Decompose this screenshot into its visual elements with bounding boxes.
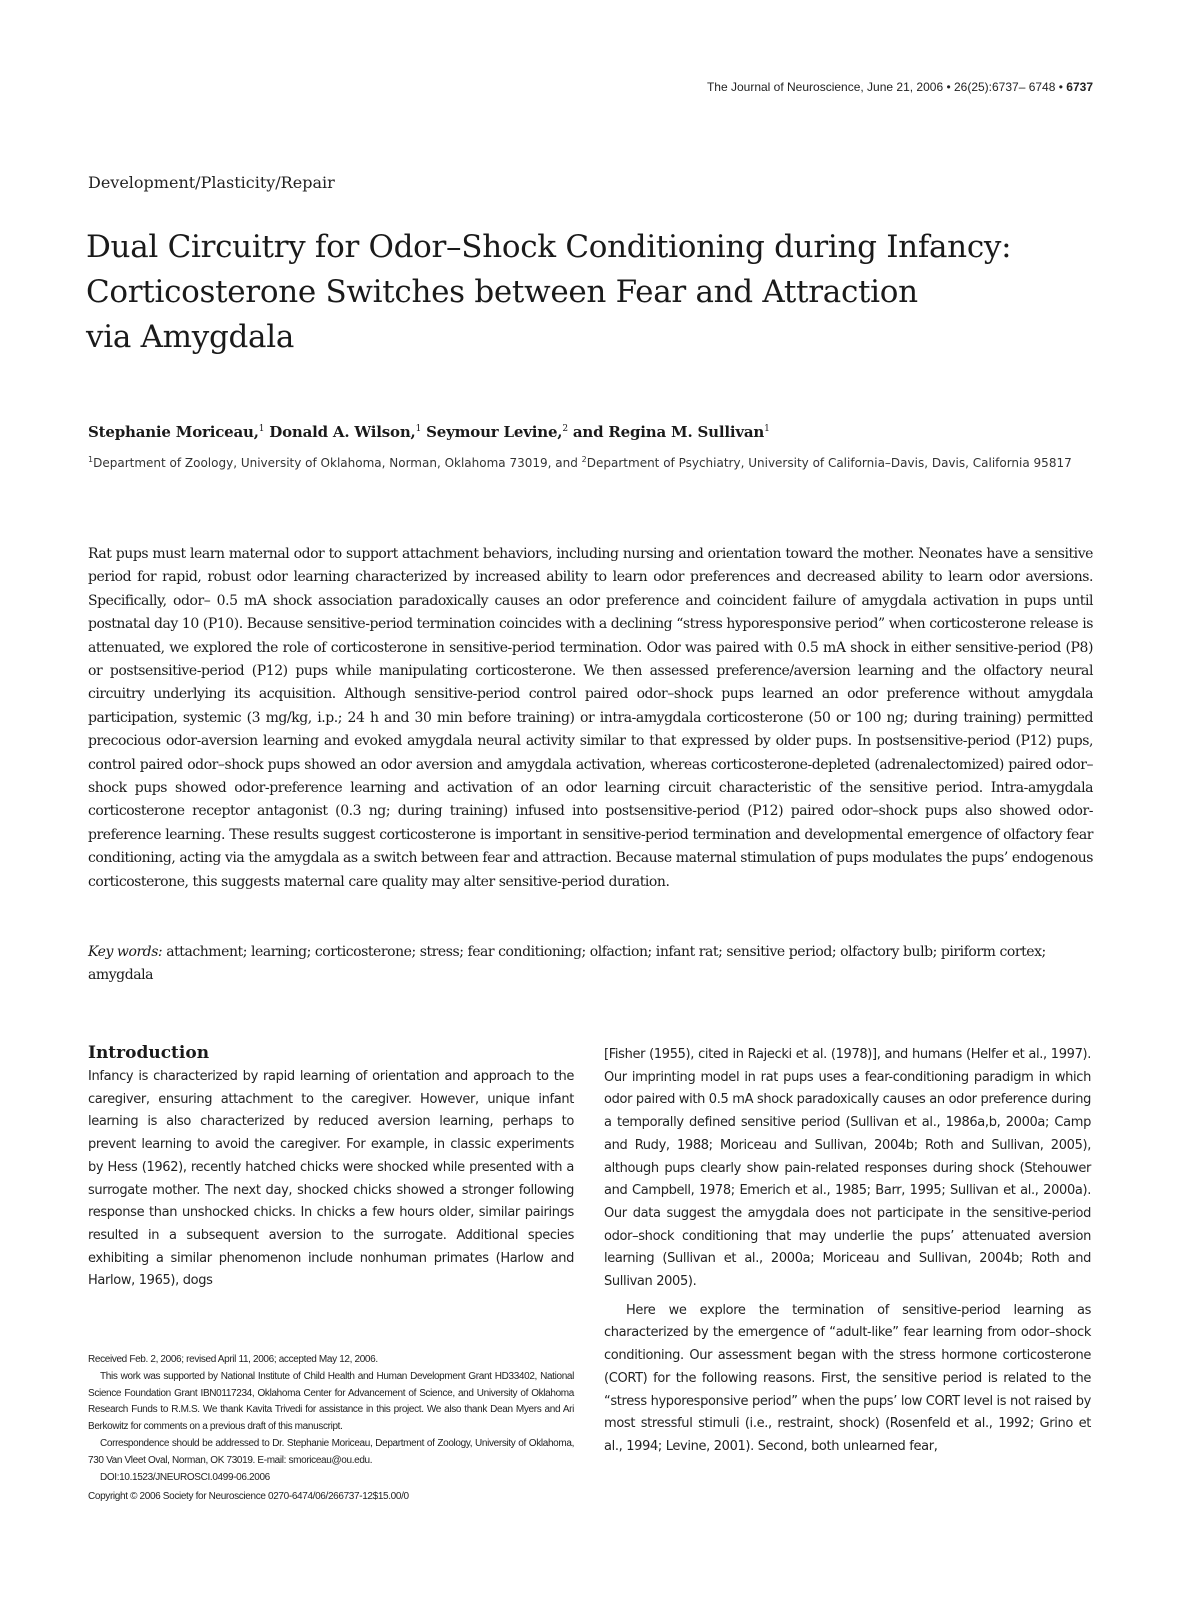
section-label: Development/Plasticity/Repair [88,173,335,192]
affiliation-text: Department of Psychiatry, University of California–Davis, Davis, California 95817 [586,456,1072,470]
affiliation-marker: 1 [415,424,422,434]
intro-paragraph: [Fisher (1955), cited in Rajecki et al. (1978)], and humans (Helfer et al., 1997). Our imprinting model in rat pups uses a fear-conditioning paradigm in which odor paired with 0.5 mA shock paradoxically causes an odor preference during a temporally defined sensitive period (Sullivan et al., 1986a,b, 2000a; Camp and Rudy, 1988; Moriceau and Sullivan, 2004b; Roth and Sullivan, 2005), although pups clearly show pain-related responses during shock (Stehouwer and Campbell, 1978; Emerich et al., 1985; Barr, 1995; Sullivan et al., 2000a). Our data suggest the amygdala does not participate in the sensitive-period odor–shock conditioning that may underlie the pups’ attenuated aversion learning (Sullivan et al., 2000a; Moriceau and Sullivan, 2004b; Roth and Sullivan 2005). [604,1047,1091,1290]
author-name: and Regina M. Sullivan [567,423,765,441]
running-head [700,80,1093,94]
affiliation-marker: 1 [258,424,265,434]
author-name: Seymour Levine, [421,423,563,441]
affiliation-marker: 1 [88,455,94,464]
left-column [88,1066,574,1293]
received-dates: Received Feb. 2, 2006; revised April 11, 2006; accepted May 12, 2006. [88,1354,378,1365]
affiliation-marker: 2 [581,455,587,464]
title-line-3: via Amygdala [86,319,295,355]
affiliations [88,449,1088,474]
keywords-label: Key words: [88,944,163,960]
correspondence: Correspondence should be addressed to Dr. Stephanie Moriceau, Department of Zoology, University of Oklahoma, 730 Van Vleet Oval, Norman, OK 73019. E-mail: smoriceau@ou.edu. [88,1437,574,1466]
title-line-1: Dual Circuitry for Odor–Shock Conditioning during Infancy: [86,229,1012,265]
page-number: 6737 [1066,80,1093,94]
affiliation-marker: 1 [764,424,770,434]
right-column [604,1044,1091,1459]
title-line-2: Corticosterone Switches between Fear and Attraction [86,274,918,310]
affiliation-marker: 2 [562,424,568,434]
introduction-heading: Introduction [88,1043,210,1063]
author-name: Donald A. Wilson, [264,423,416,441]
footnotes [88,1352,574,1506]
funding-acknowledgment: This work was supported by National Institute of Child Health and Human Development Grant HD33402, National Science Foundation Grant IBN0117234, Oklahoma Center for Advancement of Science, and University of Oklahoma Research Funds to R.M.S. We thank Kavita Trivedi for assistance in this project. We also thank Dean Myers and Ari Berkowitz for comments on a previous draft of this manuscript. [88,1370,574,1433]
article-title [86,225,1116,360]
affiliation-text: Department of Zoology, University of Oklahoma, Norman, Oklahoma 73019, and [93,456,582,470]
intro-paragraph: Infancy is characterized by rapid learning of orientation and approach to the caregiver, ensuring attachment to the caregiver. However, unique infant learning is also characterized by reduced aversion learning, perhaps to prevent learning to avoid the caregiver. For example, in classic experiments by Hess (1962), recently hatched chicks were shocked while presented with a surrogate mother. The next day, shocked chicks showed a stronger following response than unshocked chicks. In chicks a few hours older, similar pairings resulted in a subsequent aversion to the surrogate. Additional species exhibiting a similar phenomenon include nonhuman primates (Harlow and Harlow, 1965), dogs [88,1069,574,1289]
doi: DOI:10.1523/JNEUROSCI.0499-06.2006 [100,1471,270,1483]
author-name: Stephanie Moriceau, [88,423,259,441]
author-list [88,423,1098,441]
keywords-text: attachment; learning; corticosterone; stress; fear conditioning; olfaction; infant rat; sensitive period; olfactory bulb; piriform cortex; amygdala [88,944,1046,984]
journal-citation: The Journal of Neuroscience, June 21, 2006 • 26(25):6737– 6748 • [706,80,1063,94]
keywords [88,941,1093,988]
intro-paragraph: Here we explore the termination of sensitive-period learning as characterized by the emergence of “adult-like” fear learning from odor–shock conditioning. Our assessment began with the stress hormone corticosterone (CORT) for the following reasons. First, the sensitive period is related to the “stress hyporesponsive period” when the pups’ low CORT level is not raised by most stressful stimuli (i.e., restraint, shock) (Rosenfeld et al., 1992; Grino et al., 1994; Levine, 2001). Second, both unlearned fear, [604,1302,1091,1454]
abstract: Rat pups must learn maternal odor to support attachment behaviors, including nursing and orientation toward the mother. Neonates have a sensitive period for rapid, robust odor learning characterized by increased ability to learn odor preferences and decreased ability to learn odor aversions. Specifically, odor– 0.5 mA shock association paradoxically causes an odor preference and coincident failure of amygdala activation in pups until postnatal day 10 (P10). Because sensitive-period termination coincides with a declining “stress hyporesponsive period” when corticosterone release is attenuated, we explored the role of corticosterone in sensitive-period termination. Odor was paired with 0.5 mA shock in either sensitive-period (P8) or postsensitive-period (P12) pups while manipulating corticosterone. We then assessed preference/aversion learning and the olfactory neural circuitry underlying its acquisition. Although sensitive-period control paired odor–shock pups learned an odor preference without amygdala participation, systemic (3 mg/kg, i.p.; 24 h and 30 min before training) or intra-amygdala corticosterone (50 or 100 ng; during training) permitted precocious odor-aversion learning and evoked amygdala neural activity similar to that expressed by older pups. In postsensitive-period (P12) pups, control paired odor–shock pups showed an odor aversion and amygdala activation, whereas corticosterone-depleted (adrenalectomized) paired odor–shock pups showed odor-preference learning and activation of an odor learning circuit characteristic of the sensitive period. Intra-amygdala corticosterone receptor antagonist (0.3 ng; during training) infused into postsensitive-period (P12) paired odor–shock pups also showed odor-preference learning. These results suggest corticosterone is important in sensitive-period termination and developmental emergence of olfactory fear conditioning, acting via the amygdala as a switch between fear and attraction. Because maternal stimulation of pups modulates the pups’ endogenous corticosterone, this suggests maternal care quality may alter sensitive-period duration. [88,546,1093,890]
copyright: Copyright © 2006 Society for Neuroscience 0270-6474/06/266737-12$15.00/0 [88,1491,409,1503]
